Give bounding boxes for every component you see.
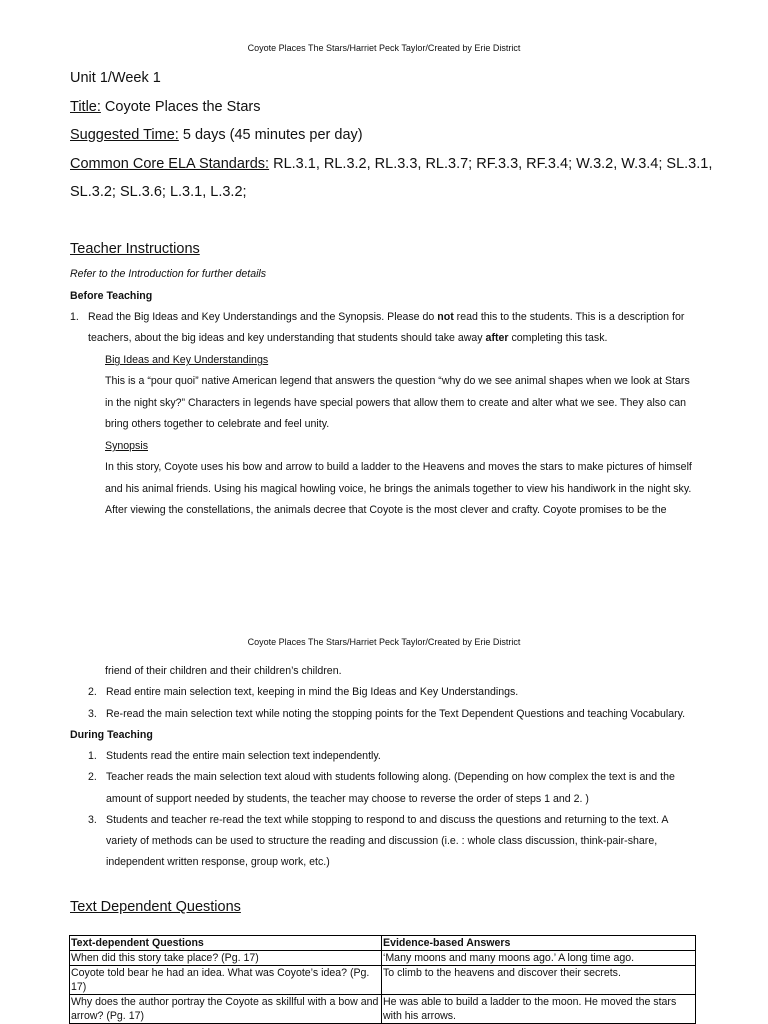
item-text: read this to the students. This is a description for xyxy=(453,311,685,323)
synopsis-continuation: friend of their children and their children’s children. xyxy=(105,665,342,677)
table-row xyxy=(70,995,696,1024)
column-header-questions: Text-dependent Questions xyxy=(70,936,382,951)
during-item-3-line-2: variety of methods can be used to structure the reading and discussion (i.e. : whole class discussion, think-pair-share, xyxy=(106,835,658,847)
item-emphasis-after: after xyxy=(485,332,509,344)
column-header-answers: Evidence-based Answers xyxy=(382,936,696,951)
text-dependent-questions-heading: Text Dependent Questions xyxy=(70,899,241,915)
item-text: teachers, about the big ideas and key understanding that students should take away xyxy=(88,332,486,344)
item-text: Read entire main selection text, keeping in mind the Big Ideas and Key Understandings. xyxy=(106,686,519,698)
big-ideas-heading: Big Ideas and Key Understandings xyxy=(105,354,269,366)
item-text: completing this task. xyxy=(508,332,608,344)
standards-value-1: RL.3.1, RL.3.2, RL.3.3, RL.3.7; RF.3.3, RF.3.4; W.3.2, W.3.4; SL.3.1, xyxy=(273,156,713,172)
before-item-3 xyxy=(88,708,685,720)
answer-cell: He was able to build a ladder to the moon. He moved the stars with his arrows. xyxy=(382,995,696,1024)
table-header-row xyxy=(70,936,696,951)
question-cell: When did this story take place? (Pg. 17) xyxy=(70,951,382,966)
item-text: Read the Big Ideas and Key Understandings and the Synopsis. Please do xyxy=(88,311,438,323)
list-number: 2. xyxy=(88,686,97,698)
standards-label: Common Core ELA Standards: xyxy=(70,156,270,172)
text-dependent-questions-table xyxy=(69,935,696,1024)
synopsis-heading: Synopsis xyxy=(105,440,148,452)
table-row xyxy=(70,966,696,995)
item-text: Re-read the main selection text while noting the stopping points for the Text Dependent Questions and teaching Vocabulary. xyxy=(106,708,686,720)
suggested-time-line xyxy=(70,127,363,143)
list-number: 3. xyxy=(88,814,97,826)
during-item-3-line-3: independent written response, group work, etc.) xyxy=(106,856,330,868)
suggested-time-value: 5 days (45 minutes per day) xyxy=(182,127,363,143)
question-cell: Coyote told bear he had an idea. What was Coyote’s idea? (Pg. 17) xyxy=(70,966,382,995)
title-value: Coyote Places the Stars xyxy=(104,99,261,115)
during-item-2-line-2: amount of support needed by students, the teacher may choose to reverse the order of steps 1 and 2. ) xyxy=(106,793,589,805)
list-number: 1. xyxy=(70,311,79,323)
page-header: Coyote Places The Stars/Harriet Peck Taylor/Created by Erie District xyxy=(247,43,521,53)
table-row xyxy=(70,951,696,966)
teacher-instructions-heading: Teacher Instructions xyxy=(70,241,200,257)
item-text: Students read the entire main selection text independently. xyxy=(106,750,381,762)
list-number: 3. xyxy=(88,708,97,720)
item-text: Teacher reads the main selection text aloud with students following along. (Depending on how complex the text is and the xyxy=(106,771,675,783)
item-text: Students and teacher re-read the text while stopping to respond to and discuss the questions and returning to the text. A xyxy=(106,814,669,826)
big-ideas-line: This is a “pour quoi” native American legend that answers the question “why do we see animal shapes when we look at Stars xyxy=(105,375,690,387)
answer-cell: To climb to the heavens and discover their secrets. xyxy=(382,966,696,995)
answer-cell: ‘Many moons and many moons ago.’ A long time ago. xyxy=(382,951,696,966)
item-emphasis-not: not xyxy=(437,311,454,323)
synopsis-line: In this story, Coyote uses his bow and arrow to build a ladder to the Heavens and moves the stars to make pictures of himself xyxy=(105,461,692,473)
before-item-1-line-1 xyxy=(70,311,684,323)
standards-line-2: SL.3.2; SL.3.6; L.3.1, L.3.2; xyxy=(70,184,247,200)
suggested-time-label: Suggested Time: xyxy=(70,127,179,143)
before-item-2 xyxy=(88,686,518,698)
standards-line-1 xyxy=(70,156,712,172)
list-number: 1. xyxy=(88,750,97,762)
during-item-1 xyxy=(88,750,381,762)
during-item-3-line-1 xyxy=(88,814,668,826)
synopsis-line: After viewing the constellations, the animals decree that Coyote is the most clever and crafty. Coyote promises to be the xyxy=(105,504,667,516)
title-line xyxy=(70,99,260,115)
refer-note: Refer to the Introduction for further details xyxy=(70,268,267,280)
title-label: Title: xyxy=(70,99,101,115)
during-item-2-line-1 xyxy=(88,771,675,783)
page-header: Coyote Places The Stars/Harriet Peck Taylor/Created by Erie District xyxy=(247,637,521,647)
question-cell: Why does the author portray the Coyote as skillful with a bow and arrow? (Pg. 17) xyxy=(70,995,382,1024)
list-number: 2. xyxy=(88,771,97,783)
synopsis-line: and his animal friends. Using his magical howling voice, he brings the animals together to view his handiwork in the night sky. xyxy=(105,483,692,495)
before-teaching-heading: Before Teaching xyxy=(70,290,153,302)
during-teaching-heading: During Teaching xyxy=(70,729,153,741)
big-ideas-line: in the night sky?” Characters in legends have special powers that allow them to create and alter what we see. They also can xyxy=(105,397,687,409)
big-ideas-line: bring others together to celebrate and feel unity. xyxy=(105,418,330,430)
unit-label: Unit 1/Week 1 xyxy=(70,70,161,86)
before-item-1-line-2 xyxy=(88,332,607,344)
